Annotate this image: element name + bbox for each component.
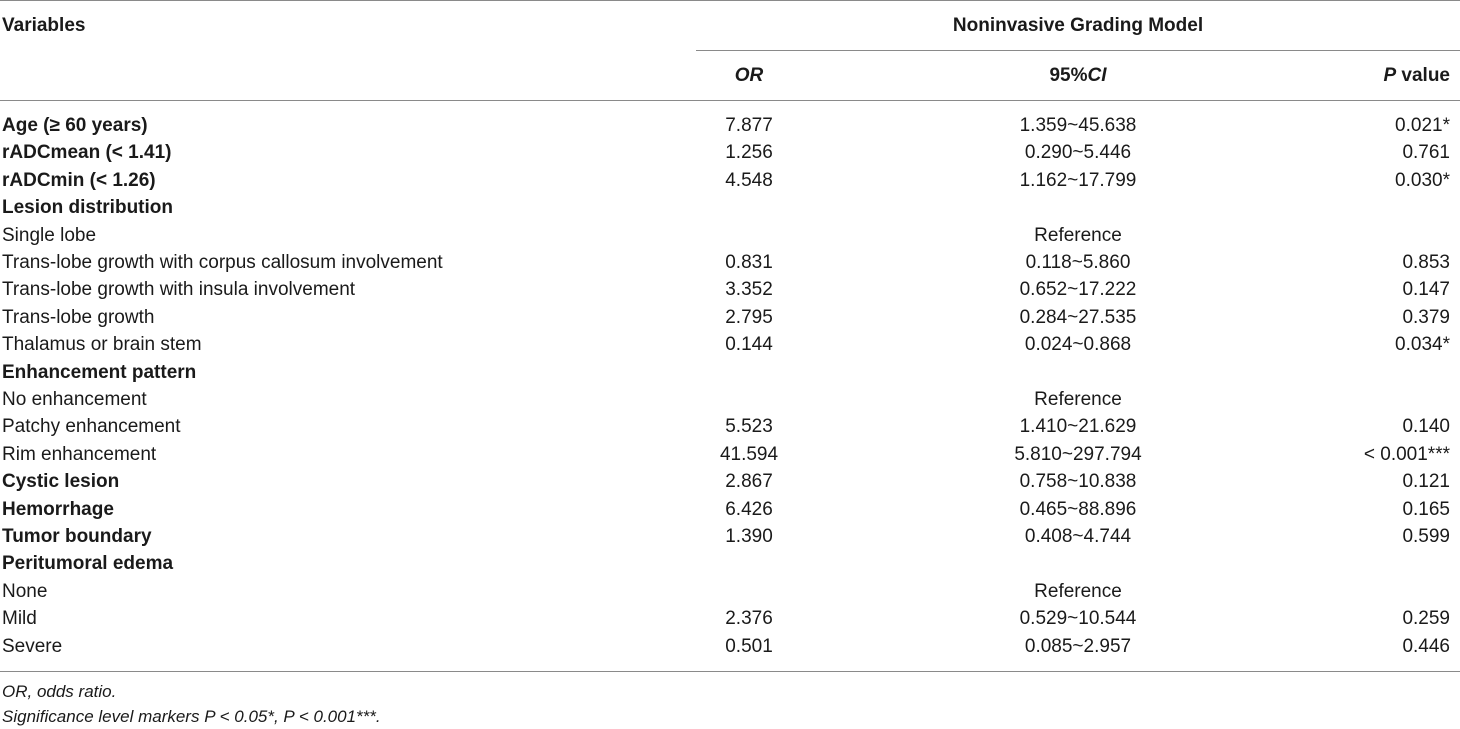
row-variable: Rim enhancement <box>2 444 157 465</box>
row-or: 0.501 <box>725 636 773 657</box>
row-ci: 5.810~297.794 <box>1014 444 1142 465</box>
row-or: 0.831 <box>725 252 773 273</box>
row-variable: Age (≥ 60 years) <box>2 115 148 136</box>
row-or: 7.877 <box>725 115 773 136</box>
row-or: 2.376 <box>725 608 773 629</box>
row-ci: 0.529~10.544 <box>1019 608 1137 629</box>
row-or: 1.256 <box>725 142 773 163</box>
row-variable: rADCmin (< 1.26) <box>2 170 156 191</box>
row-ci: 0.465~88.896 <box>1019 499 1137 520</box>
row-p: 0.121 <box>1402 471 1450 492</box>
row-ci: 1.410~21.629 <box>1019 416 1137 437</box>
row-p: 0.599 <box>1402 526 1450 547</box>
row-p: 0.147 <box>1402 279 1450 300</box>
row-variable: Patchy enhancement <box>2 416 181 437</box>
row-p: 0.140 <box>1402 416 1450 437</box>
row-or: 0.144 <box>725 334 773 355</box>
header-p <box>1300 64 1450 88</box>
row-p: 0.761 <box>1402 142 1450 163</box>
table-top-rule <box>0 0 1460 1</box>
header-p-suffix: value <box>1396 65 1450 86</box>
row-ci: 0.758~10.838 <box>1019 471 1137 492</box>
footnote-significance: Significance level markers P < 0.05*, P < 0.001***. <box>2 707 381 726</box>
row-or: 4.548 <box>725 170 773 191</box>
row-or: 5.523 <box>725 416 773 437</box>
row-p: 0.030* <box>1395 170 1450 191</box>
header-mid-rule <box>696 50 1460 51</box>
row-or: 1.390 <box>725 526 773 547</box>
row-variable: Trans-lobe growth with insula involvement <box>2 279 356 300</box>
header-ci-italic: CI <box>1087 65 1107 86</box>
row-variable: Tumor boundary <box>2 526 152 547</box>
row-ci: 0.652~17.222 <box>1019 279 1137 300</box>
row-or: 3.352 <box>725 279 773 300</box>
row-ci: 0.290~5.446 <box>1024 142 1132 163</box>
row-p: < 0.001*** <box>1363 444 1450 465</box>
row-ci: Reference <box>1034 581 1122 602</box>
row-p: 0.446 <box>1402 636 1450 657</box>
row-p: 0.379 <box>1402 307 1450 328</box>
row-ci: 0.408~4.744 <box>1024 526 1132 547</box>
row-ci: 0.024~0.868 <box>1024 334 1132 355</box>
table-bottom-rule <box>0 671 1460 672</box>
row-variable: Thalamus or brain stem <box>2 334 202 355</box>
row-variable: rADCmean (< 1.41) <box>2 142 172 163</box>
row-variable: Peritumoral edema <box>2 553 174 574</box>
footnote-abbrev: OR, odds ratio. <box>2 682 117 701</box>
row-p: 0.165 <box>1402 499 1450 520</box>
row-ci: 0.118~5.860 <box>1025 252 1131 273</box>
header-ci <box>936 64 1220 88</box>
row-or: 6.426 <box>725 499 773 520</box>
row-p: 0.853 <box>1402 252 1450 273</box>
row-or: 2.795 <box>725 307 773 328</box>
row-variable: Severe <box>2 636 63 657</box>
row-ci: 1.359~45.638 <box>1019 115 1137 136</box>
row-or: 41.594 <box>719 444 779 465</box>
row-p: 0.259 <box>1402 608 1450 629</box>
row-ci: Reference <box>1034 389 1122 410</box>
header-p-italic: P <box>1383 65 1397 86</box>
row-variable: Mild <box>2 608 37 629</box>
row-variable: Single lobe <box>2 225 97 246</box>
row-ci: 0.284~27.535 <box>1019 307 1137 328</box>
header-model: Noninvasive Grading Model <box>952 15 1204 36</box>
header-bottom-rule <box>0 100 1460 101</box>
row-ci: 1.162~17.799 <box>1019 170 1137 191</box>
row-p: 0.021* <box>1395 115 1450 136</box>
header-or: OR <box>734 65 764 86</box>
row-variable: Trans-lobe growth <box>2 307 155 328</box>
row-variable: Cystic lesion <box>2 471 120 492</box>
row-ci: 0.085~2.957 <box>1024 636 1132 657</box>
row-or: 2.867 <box>725 471 773 492</box>
row-variable: Hemorrhage <box>2 499 114 520</box>
row-ci: Reference <box>1034 225 1122 246</box>
row-variable: No enhancement <box>2 389 147 410</box>
header-ci-prefix: 95% <box>1049 65 1088 86</box>
header-variables: Variables <box>2 15 86 36</box>
row-variable: Lesion distribution <box>2 197 173 218</box>
row-variable: Trans-lobe growth with corpus callosum involvement <box>2 252 443 273</box>
row-variable: None <box>2 581 48 602</box>
row-p: 0.034* <box>1395 334 1450 355</box>
row-variable: Enhancement pattern <box>2 362 197 383</box>
